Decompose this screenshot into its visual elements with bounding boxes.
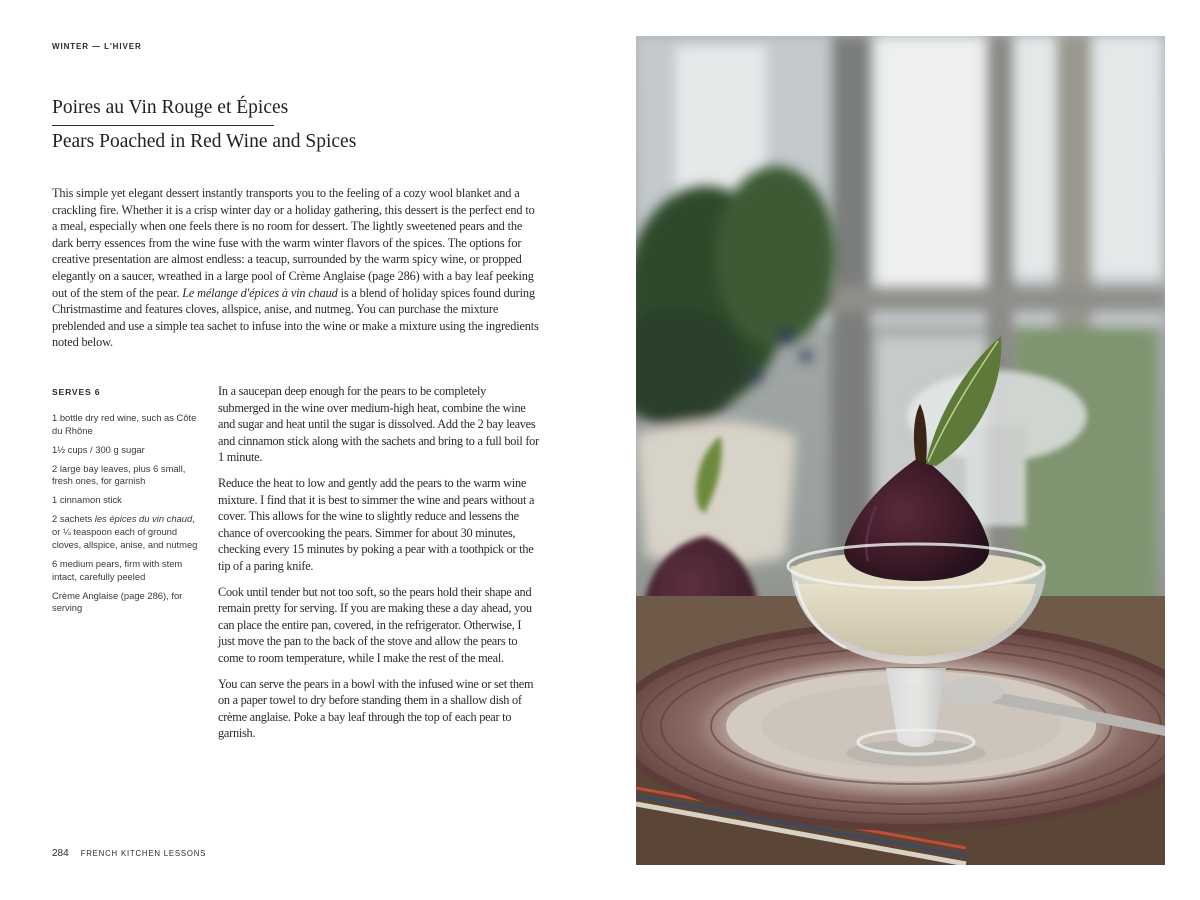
- ingredient-item: 1 bottle dry red wine, such as Côte du Rhône: [52, 411, 197, 436]
- intro-text-start: This simple yet elegant dessert instantly transports you to the feeling of a cozy wool blanket and a crackling fire. Whether it is a crisp winter day or a holiday gathering, this dessert is the perfect end to a meal, especially when one feels there is no room for dessert. The lightly sweetened pears and the dark berry essences from the wine fuse with the warm winter flavors of the spices. The options for creative presentation are almost endless: a teacup, surrounded by the warm spicy wine, or propped elegantly on a saucer, wreathed in a large pool of Crème Anglaise (page 286) with a bay leaf peeking out of the stem of the pear.: [52, 186, 535, 300]
- dessert-photo-illustration: [636, 36, 1165, 865]
- ingredient-item: Crème Anglaise (page 286), for serving: [52, 589, 183, 614]
- intro-italic-phrase: Le mélange d'épices à vin chaud: [182, 285, 338, 300]
- method-column: [218, 383, 540, 751]
- ingredient-item: 2 large bay leaves, plus 6 small, fresh ones, for garnish: [52, 462, 186, 487]
- sachet-italic: les épices du vin chaud: [94, 513, 193, 525]
- ingredients-column: [52, 386, 202, 621]
- method-step: You can serve the pears in a bowl with the infused wine or set them on a paper towel to dry before standing them in a shallow dish of crème anglaise. Poke a bay leaf through the top of each pear to garnish.: [218, 676, 534, 741]
- page-footer: [52, 848, 206, 859]
- recipe-title-french: Poires au Vin Rouge et Épices: [52, 97, 289, 118]
- sachet-suffix: , or ¼ teaspoon each of ground cloves, allspice, anise, and nutmeg: [52, 513, 198, 550]
- serves-label: SERVES 6: [52, 387, 101, 397]
- ingredient-item-sachets: [52, 513, 202, 551]
- recipe-title-english: Pears Poached in Red Wine and Spices: [52, 131, 357, 152]
- intro-paragraph: [52, 185, 542, 351]
- ingredient-item: 1½ cups / 300 g sugar: [52, 443, 145, 455]
- dessert-photo: [636, 36, 1165, 865]
- running-head: WINTER — L'HIVER: [52, 42, 142, 51]
- method-step: Cook until tender but not too soft, so the pears hold their shape and remain pretty for serving. If you are making these a day ahead, you can place the entire pan, covered, in the refrigerator. Otherwise, I just move the pan to the back of the stove and allow the pears to come to room temperature, while I make the rest of the meal.: [218, 584, 532, 665]
- sachet-prefix: 2 sachets: [52, 513, 93, 525]
- ingredient-list: [52, 412, 202, 615]
- method-step: Reduce the heat to low and gently add the pears to the warm wine mixture. I find that it is best to simmer the wine and pears without a cover. This allows for the wine to slightly reduce and lessens the chance of overcooking the pears. Simmer for about 30 minutes, checking every 15 minutes by poking a pear with a toothpick or the tip of a paring knife.: [218, 475, 535, 573]
- title-divider: [52, 125, 274, 126]
- book-title: FRENCH KITCHEN LESSONS: [80, 849, 207, 858]
- ingredient-item: 1 cinnamon stick: [52, 494, 122, 506]
- method-step: In a saucepan deep enough for the pears to be completely submerged in the wine over medium-high heat, combine the wine and sugar and heat until the sugar is dissolved. Add the 2 bay leaves and cinnamon stick along with the sachets and bring to a full boil for 1 minute.: [218, 384, 539, 465]
- ingredient-item: 6 medium pears, firm with stem intact, carefully peeled: [52, 557, 183, 582]
- page-number: 284: [52, 848, 69, 859]
- intro-text-end: is a blend of holiday spices found during Christmastime and features cloves, allspice, anise, and nutmeg. You can purchase the mixture preblended and use a simple tea sachet to infuse into the wine or make a mixture using the ingredients noted below.: [52, 285, 539, 350]
